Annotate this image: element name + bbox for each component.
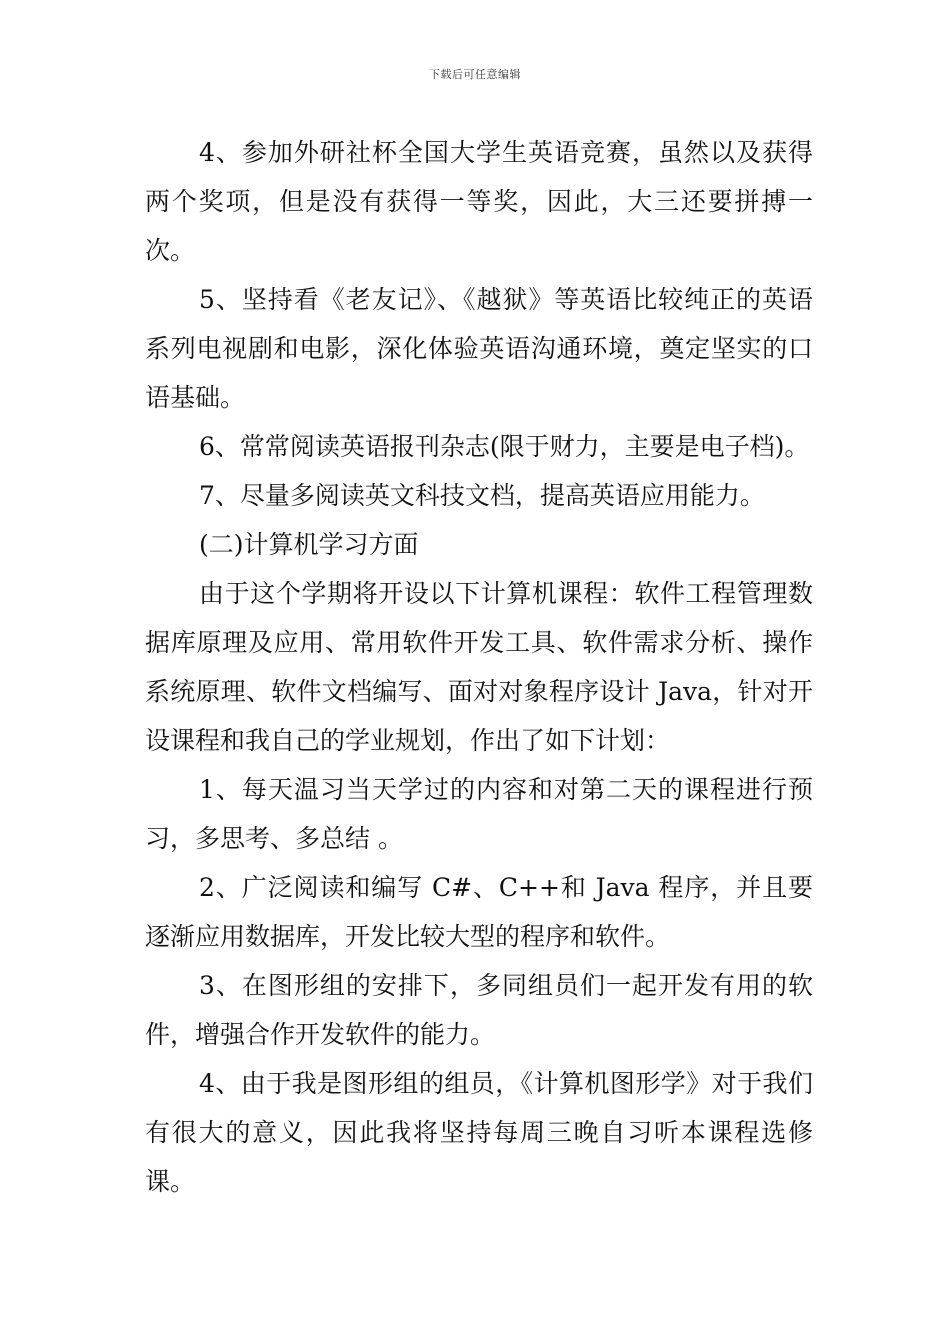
paragraph-english-competition: 4、参加外研社杯全国大学生英语竞赛，虽然以及获得两个奖项，但是没有获得一等奖，因此，大三还要拼搏一次。 [145, 138, 813, 265]
section-heading-computer-study: (二)计算机学习方面 [199, 530, 419, 559]
paragraph-tech-documents: 7、尽量多阅读英文科技文档，提高英语应用能力。 [199, 481, 765, 510]
paragraph-daily-review: 1、每天温习当天学过的内容和对第二天的课程进行预习，多思考、多总结 。 [145, 775, 813, 853]
page-header: 下载后可任意编辑 [429, 68, 521, 81]
paragraph-programming: 2、广泛阅读和编写 C#、C++和 Java 程序，并且要逐渐应用数据库，开发比较大型的程序和软件。 [145, 873, 813, 951]
document-body [145, 128, 813, 1206]
paragraph-team-development: 3、在图形组的安排下，多同组员们一起开发有用的软件，增强合作开发软件的能力。 [145, 971, 813, 1049]
paragraph-reading-magazines: 6、常常阅读英语报刊杂志(限于财力，主要是电子档)。 [199, 432, 810, 461]
paragraph-course-list: 由于这个学期将开设以下计算机课程：软件工程管理数据库原理及应用、常用软件开发工具、软件需求分析、操作系统原理、软件文档编写、面对对象程序设计 Java，针对开设课程和我自己的学业规划，作出了如下计划： [145, 579, 813, 755]
paragraph-graphics-course: 4、由于我是图形组的组员，《计算机图形学》对于我们有很大的意义，因此我将坚持每周三晚自习听本课程选修课。 [145, 1069, 813, 1196]
paragraph-tv-series: 5、坚持看《老友记》、《越狱》等英语比较纯正的英语系列电视剧和电影，深化体验英语沟通环境，奠定坚实的口语基础。 [145, 285, 813, 412]
